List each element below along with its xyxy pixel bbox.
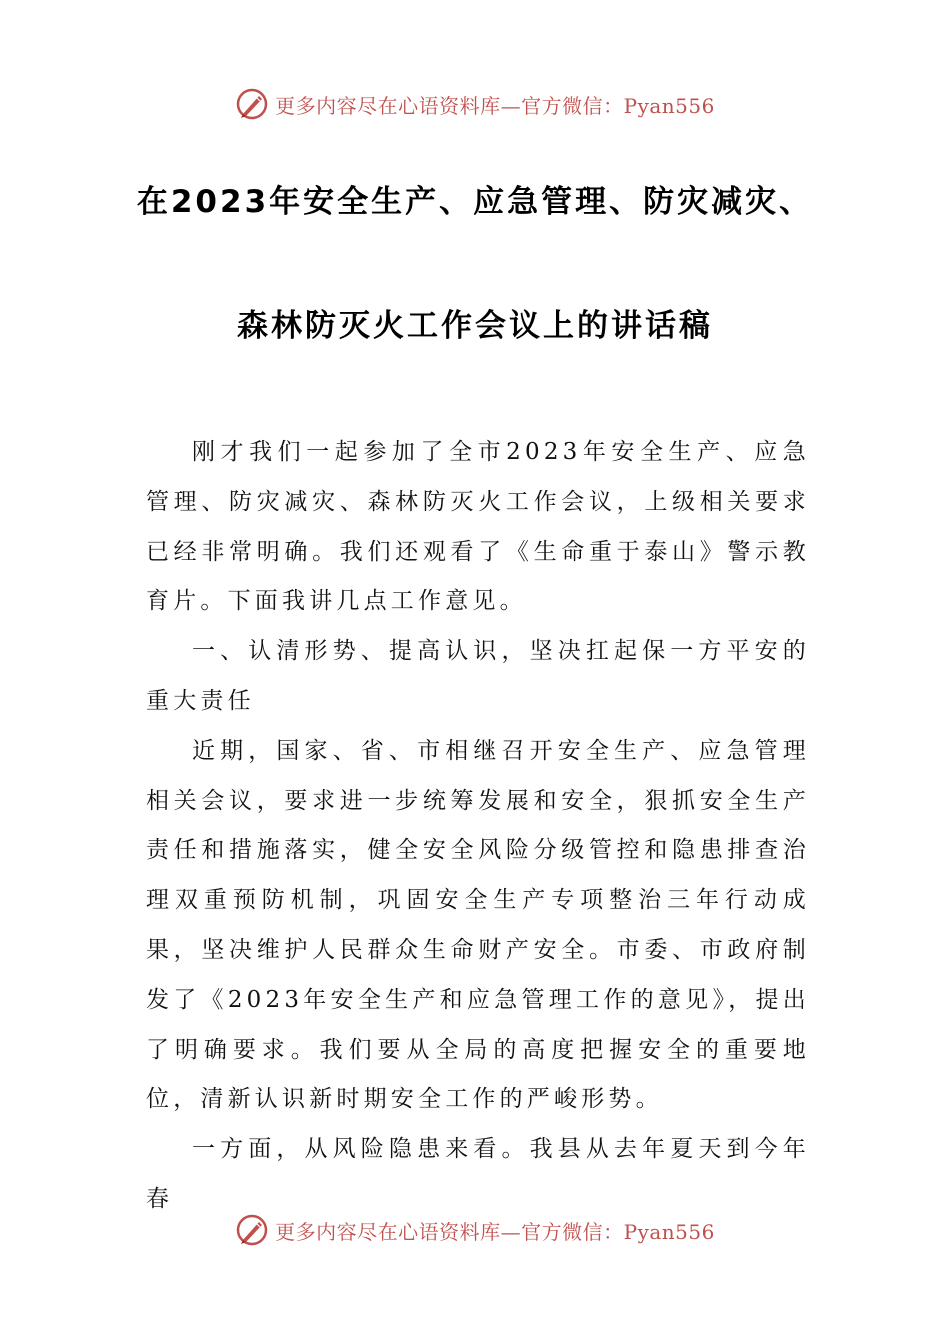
footer-watermark [0,1212,950,1248]
watermark-text: 更多内容尽在心语资料库—官方微信：Pyan556 [275,1219,715,1244]
watermark-text: 更多内容尽在心语资料库—官方微信：Pyan556 [275,93,715,118]
paragraph-intro: 刚才我们一起参加了全市2023年安全生产、应急管理、防灾减灾、森林防灭火工作会议，上级相关要求已经非常明确。我们还观看了《生命重于泰山》警示教育片。下面我讲几点工作意见。 [146,439,810,615]
pen-circle-logo-icon [235,1213,269,1247]
header-watermark [0,86,950,122]
paragraph-risk-hazards: 一方面，从风险隐患来看。我县从去年夏天到今年春 [146,1136,810,1212]
section-heading-1: 一、认清形势、提高认识，坚决扛起保一方平安的重大责任 [146,638,810,714]
document-title-line-2: 森林防灭火工作会议上的讲话稿 [237,308,713,344]
pen-circle-logo-icon [235,87,269,121]
paragraph-recent-meetings: 近期，国家、省、市相继召开安全生产、应急管理相关会议，要求进一步统筹发展和安全，狠抓安全生产责任和措施落实，健全安全风险分级管控和隐患排查治理双重预防机制，巩固安全生产专项整治三年行动成果，坚决维护人民群众生命财产安全。市委、市政府制发了《2023年安全生产和应急管理工作的意见》，提出了明确要求。我们要从全局的高度把握安全的重要地位，清新认识新时期安全工作的严峻形势。 [146,737,810,1113]
document-title-line-1: 在2023年安全生产、应急管理、防灾减灾、 [136,184,814,220]
document-body [146,428,810,1225]
